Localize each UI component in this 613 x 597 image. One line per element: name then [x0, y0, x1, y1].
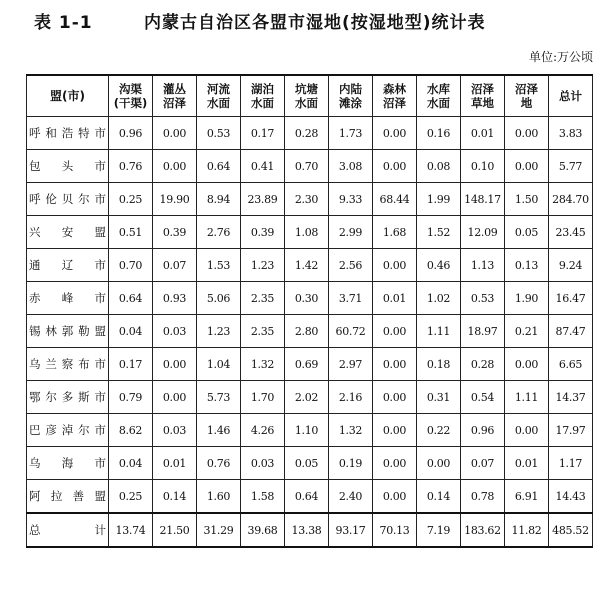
- value-cell: 0.01: [373, 282, 417, 315]
- value-cell: 6.91: [505, 480, 549, 514]
- table-row: [27, 282, 593, 315]
- region-name: 乌兰察布市: [27, 348, 109, 381]
- value-cell: 11.82: [505, 513, 549, 547]
- value-cell: 1.60: [197, 480, 241, 514]
- column-header-line: 沼泽: [383, 96, 406, 110]
- value-cell: 0.05: [505, 216, 549, 249]
- value-cell: 0.69: [285, 348, 329, 381]
- table-row: [27, 414, 593, 447]
- value-cell: 0.64: [197, 150, 241, 183]
- value-cell: 0.78: [461, 480, 505, 514]
- value-cell: 5.06: [197, 282, 241, 315]
- value-cell: 0.07: [153, 249, 197, 282]
- value-cell: 0.00: [373, 348, 417, 381]
- value-cell: 0.70: [109, 249, 153, 282]
- column-header-line: 滩涂: [339, 96, 362, 110]
- value-cell: 0.00: [373, 117, 417, 150]
- column-header-line: 河流: [207, 82, 230, 96]
- unit-label: 单位:万公顷: [528, 50, 593, 64]
- column-header: [197, 75, 241, 117]
- value-cell: 0.93: [153, 282, 197, 315]
- column-header-line: (干渠): [113, 96, 148, 110]
- value-cell: 0.00: [505, 117, 549, 150]
- value-cell: 1.73: [329, 117, 373, 150]
- column-header: [285, 75, 329, 117]
- column-header: [153, 75, 197, 117]
- value-cell: 1.13: [461, 249, 505, 282]
- value-cell: 0.00: [505, 414, 549, 447]
- column-header-line: 水面: [251, 96, 274, 110]
- value-cell: 1.99: [417, 183, 461, 216]
- column-header: [109, 75, 153, 117]
- value-cell: 0.00: [373, 249, 417, 282]
- region-name: 阿拉善盟: [27, 480, 109, 514]
- region-name: 呼伦贝尔市: [27, 183, 109, 216]
- value-cell: 0.03: [153, 315, 197, 348]
- value-cell: 0.30: [285, 282, 329, 315]
- value-cell: 0.96: [461, 414, 505, 447]
- value-cell: 0.53: [197, 117, 241, 150]
- value-cell: 1.70: [241, 381, 285, 414]
- value-cell: 16.47: [549, 282, 593, 315]
- value-cell: 0.54: [461, 381, 505, 414]
- value-cell: 14.43: [549, 480, 593, 514]
- value-cell: 0.39: [153, 216, 197, 249]
- value-cell: 1.42: [285, 249, 329, 282]
- region-name: 鄂尔多斯市: [27, 381, 109, 414]
- value-cell: 0.00: [373, 447, 417, 480]
- value-cell: 68.44: [373, 183, 417, 216]
- table-row: [27, 150, 593, 183]
- value-cell: 0.13: [505, 249, 549, 282]
- value-cell: 0.64: [285, 480, 329, 514]
- column-header: [241, 75, 285, 117]
- value-cell: 8.62: [109, 414, 153, 447]
- column-header-line: 沼泽: [471, 82, 494, 96]
- value-cell: 0.00: [373, 315, 417, 348]
- value-cell: 0.22: [417, 414, 461, 447]
- value-cell: 1.46: [197, 414, 241, 447]
- column-header-line: 水面: [427, 96, 450, 110]
- region-name: 巴彦淖尔市: [27, 414, 109, 447]
- value-cell: 0.04: [109, 315, 153, 348]
- value-cell: 1.68: [373, 216, 417, 249]
- value-cell: 2.97: [329, 348, 373, 381]
- value-cell: 2.56: [329, 249, 373, 282]
- column-header-line: 水面: [207, 96, 230, 110]
- column-header-line: 沼泽: [515, 82, 538, 96]
- value-cell: 0.28: [285, 117, 329, 150]
- value-cell: 0.00: [373, 150, 417, 183]
- value-cell: 2.35: [241, 315, 285, 348]
- table-row: [27, 480, 593, 514]
- value-cell: 13.74: [109, 513, 153, 547]
- table-row: [27, 348, 593, 381]
- value-cell: 485.52: [549, 513, 593, 547]
- value-cell: 5.73: [197, 381, 241, 414]
- value-cell: 0.00: [153, 117, 197, 150]
- value-cell: 2.35: [241, 282, 285, 315]
- value-cell: 4.26: [241, 414, 285, 447]
- value-cell: 93.17: [329, 513, 373, 547]
- value-cell: 0.19: [329, 447, 373, 480]
- value-cell: 0.21: [505, 315, 549, 348]
- value-cell: 18.97: [461, 315, 505, 348]
- region-name: 通辽市: [27, 249, 109, 282]
- value-cell: 0.31: [417, 381, 461, 414]
- value-cell: 5.77: [549, 150, 593, 183]
- value-cell: 0.07: [461, 447, 505, 480]
- value-cell: 0.01: [461, 117, 505, 150]
- value-cell: 0.00: [373, 381, 417, 414]
- value-cell: 9.24: [549, 249, 593, 282]
- table-title-text: 内蒙古自治区各盟市湿地(按湿地型)统计表: [144, 13, 486, 33]
- wetland-statistics-table: [26, 74, 593, 548]
- value-cell: 2.76: [197, 216, 241, 249]
- value-cell: 0.28: [461, 348, 505, 381]
- value-cell: 1.10: [285, 414, 329, 447]
- value-cell: 14.37: [549, 381, 593, 414]
- value-cell: 7.19: [417, 513, 461, 547]
- value-cell: 0.25: [109, 183, 153, 216]
- column-header: [373, 75, 417, 117]
- value-cell: 0.00: [153, 348, 197, 381]
- table-row: [27, 216, 593, 249]
- value-cell: 3.08: [329, 150, 373, 183]
- column-header-line: 坑塘: [295, 82, 318, 96]
- value-cell: 23.45: [549, 216, 593, 249]
- value-cell: 2.40: [329, 480, 373, 514]
- column-header-line: 水面: [295, 96, 318, 110]
- value-cell: 1.04: [197, 348, 241, 381]
- value-cell: 0.00: [373, 414, 417, 447]
- value-cell: 1.32: [241, 348, 285, 381]
- value-cell: 0.53: [461, 282, 505, 315]
- column-header: [549, 75, 593, 117]
- value-cell: 1.23: [241, 249, 285, 282]
- value-cell: 0.01: [153, 447, 197, 480]
- value-cell: 0.03: [153, 414, 197, 447]
- value-cell: 0.05: [285, 447, 329, 480]
- table-row: [27, 183, 593, 216]
- region-name: 兴安盟: [27, 216, 109, 249]
- value-cell: 0.17: [241, 117, 285, 150]
- value-cell: 6.65: [549, 348, 593, 381]
- region-name: 呼和浩特市: [27, 117, 109, 150]
- value-cell: 148.17: [461, 183, 505, 216]
- value-cell: 0.51: [109, 216, 153, 249]
- value-cell: 0.18: [417, 348, 461, 381]
- column-header: [461, 75, 505, 117]
- value-cell: 60.72: [329, 315, 373, 348]
- region-name: 乌海市: [27, 447, 109, 480]
- value-cell: 1.90: [505, 282, 549, 315]
- value-cell: 0.46: [417, 249, 461, 282]
- value-cell: 1.02: [417, 282, 461, 315]
- value-cell: 284.70: [549, 183, 593, 216]
- table-number: 表 1-1: [34, 13, 93, 33]
- value-cell: 0.01: [505, 447, 549, 480]
- value-cell: 0.41: [241, 150, 285, 183]
- table-row: [27, 447, 593, 480]
- table-title: [34, 8, 594, 33]
- value-cell: 1.17: [549, 447, 593, 480]
- region-name: 包头市: [27, 150, 109, 183]
- value-cell: 0.08: [417, 150, 461, 183]
- value-cell: 0.79: [109, 381, 153, 414]
- column-header-line: 灌丛: [163, 82, 186, 96]
- value-cell: 2.80: [285, 315, 329, 348]
- column-header-line: 水库: [427, 82, 450, 96]
- column-header: [417, 75, 461, 117]
- value-cell: 0.76: [197, 447, 241, 480]
- table-row: [27, 249, 593, 282]
- value-cell: 1.58: [241, 480, 285, 514]
- region-name: 锡林郭勒盟: [27, 315, 109, 348]
- value-cell: 0.00: [153, 381, 197, 414]
- value-cell: 1.53: [197, 249, 241, 282]
- value-cell: 3.83: [549, 117, 593, 150]
- value-cell: 0.00: [505, 150, 549, 183]
- value-cell: 12.09: [461, 216, 505, 249]
- value-cell: 2.02: [285, 381, 329, 414]
- value-cell: 1.50: [505, 183, 549, 216]
- column-header-line: 沟渠: [119, 82, 142, 96]
- value-cell: 0.00: [153, 150, 197, 183]
- value-cell: 0.00: [373, 480, 417, 514]
- value-cell: 0.14: [153, 480, 197, 514]
- column-header-line: 森林: [383, 82, 406, 96]
- value-cell: 183.62: [461, 513, 505, 547]
- value-cell: 0.00: [417, 447, 461, 480]
- region-column-header: 盟(市): [27, 75, 109, 117]
- value-cell: 23.89: [241, 183, 285, 216]
- region-name: 赤峰市: [27, 282, 109, 315]
- value-cell: 0.64: [109, 282, 153, 315]
- table-row: [27, 117, 593, 150]
- column-header-line: 湖泊: [251, 82, 274, 96]
- value-cell: 1.52: [417, 216, 461, 249]
- column-header-line: 内陆: [339, 82, 362, 96]
- value-cell: 0.39: [241, 216, 285, 249]
- value-cell: 0.04: [109, 447, 153, 480]
- value-cell: 70.13: [373, 513, 417, 547]
- column-header-line: 沼泽: [163, 96, 186, 110]
- column-header-line: 草地: [471, 96, 494, 110]
- value-cell: 2.99: [329, 216, 373, 249]
- value-cell: 0.03: [241, 447, 285, 480]
- value-cell: 21.50: [153, 513, 197, 547]
- value-cell: 2.16: [329, 381, 373, 414]
- value-cell: 0.96: [109, 117, 153, 150]
- value-cell: 8.94: [197, 183, 241, 216]
- value-cell: 13.38: [285, 513, 329, 547]
- value-cell: 87.47: [549, 315, 593, 348]
- column-header-line: 总计: [559, 89, 582, 103]
- total-row: [27, 513, 593, 547]
- value-cell: 0.14: [417, 480, 461, 514]
- value-cell: 39.68: [241, 513, 285, 547]
- value-cell: 2.30: [285, 183, 329, 216]
- value-cell: 0.10: [461, 150, 505, 183]
- value-cell: 1.11: [505, 381, 549, 414]
- value-cell: 1.08: [285, 216, 329, 249]
- value-cell: 1.23: [197, 315, 241, 348]
- value-cell: 0.16: [417, 117, 461, 150]
- value-cell: 9.33: [329, 183, 373, 216]
- header-row: [27, 75, 593, 117]
- value-cell: 1.32: [329, 414, 373, 447]
- total-label: 总计: [27, 513, 109, 547]
- value-cell: 17.97: [549, 414, 593, 447]
- table-row: [27, 315, 593, 348]
- value-cell: 31.29: [197, 513, 241, 547]
- value-cell: 0.70: [285, 150, 329, 183]
- value-cell: 0.76: [109, 150, 153, 183]
- column-header: [505, 75, 549, 117]
- value-cell: 0.00: [505, 348, 549, 381]
- value-cell: 19.90: [153, 183, 197, 216]
- table-row: [27, 381, 593, 414]
- column-header-line: 地: [520, 96, 533, 110]
- value-cell: 0.17: [109, 348, 153, 381]
- column-header: [329, 75, 373, 117]
- value-cell: 1.11: [417, 315, 461, 348]
- value-cell: 3.71: [329, 282, 373, 315]
- value-cell: 0.25: [109, 480, 153, 514]
